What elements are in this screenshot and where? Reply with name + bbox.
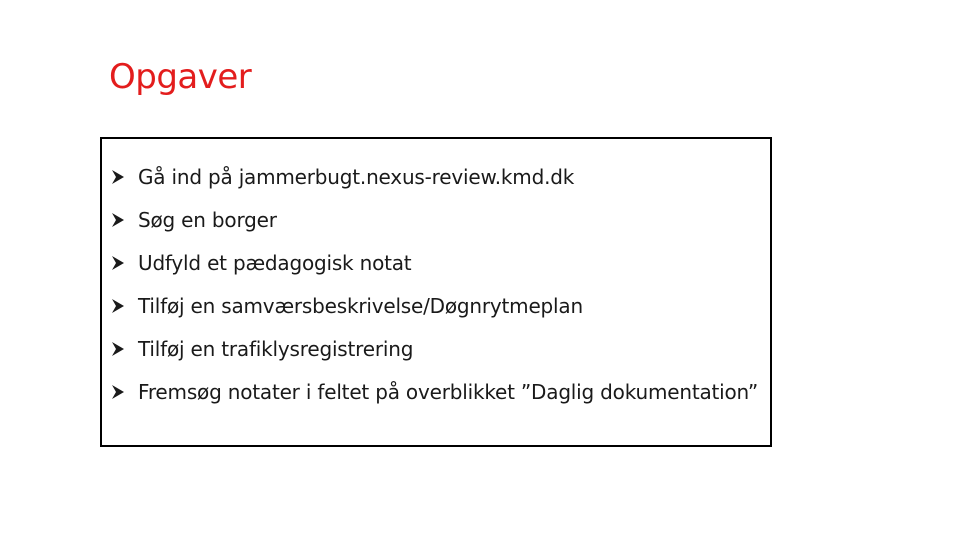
arrowhead-bullet-icon	[111, 212, 125, 228]
list-item	[111, 241, 758, 284]
task-text: Tilføj en trafiklysregistrering	[138, 336, 414, 361]
list-item	[111, 155, 758, 198]
list-item	[111, 327, 758, 370]
slide-title: Opgaver	[109, 57, 252, 97]
task-text: Gå ind på jammerbugt.nexus-review.kmd.dk	[138, 164, 575, 189]
task-box	[100, 137, 772, 447]
arrowhead-bullet-icon	[111, 298, 125, 314]
task-text: Søg en borger	[138, 207, 277, 232]
arrowhead-bullet-icon	[111, 169, 125, 185]
arrowhead-bullet-icon	[111, 255, 125, 271]
list-item	[111, 370, 758, 413]
list-item	[111, 198, 758, 241]
list-item	[111, 284, 758, 327]
task-list	[111, 155, 758, 413]
arrowhead-bullet-icon	[111, 384, 125, 400]
task-text: Udfyld et pædagogisk notat	[138, 250, 412, 275]
task-text: Fremsøg notater i feltet på overblikket ”Daglig dokumentation”	[138, 379, 759, 404]
task-text: Tilføj en samværsbeskrivelse/Døgnrytmeplan	[138, 293, 583, 318]
arrowhead-bullet-icon	[111, 341, 125, 357]
